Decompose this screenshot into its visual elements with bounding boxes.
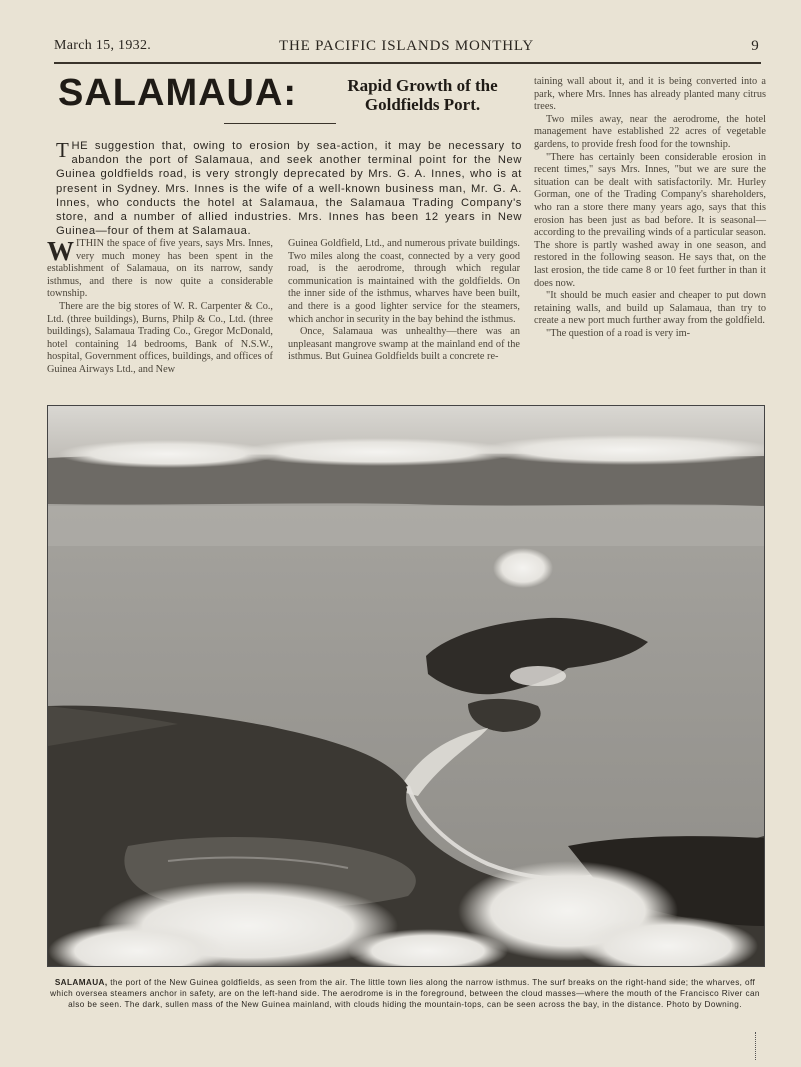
col3-paragraph-3: "There has certainly been considerable erosion in recent times," says Mrs. Innes, "but we are sure the situation can be dealt with satisfactorily. Mr. Hurley Gorman, one of the Trading Company's shareholders, who ran a store there many years ago, says that this erosion has been just as bad before. It is seasonal—according to the prevailing winds of a particular season. The shore is partly washed away in one season, and restored in the following season. He says that, on the last erosion, the tide came 8 or 10 feet further in than it does now.	[534, 151, 766, 289]
text-column-3	[534, 76, 766, 340]
header-rule	[54, 62, 761, 64]
headline-main: SALAMAUA:	[58, 72, 298, 114]
page-number: 9	[751, 38, 759, 54]
col3-paragraph-1: taining wall about it, and it is being converted into a park, where Mrs. Innes has already planted many citrus trees.	[534, 76, 766, 113]
article-headline	[58, 72, 528, 124]
intro-text: HE suggestion that, owing to erosion by sea-action, it may be necessary to abandon the port of Salamaua, and seek another terminal point for the New Guinea goldfields road, is very strongly deprecated by Mrs. G. A. Innes, who is at present in Sydney. Mrs. Innes is the wife of a well-known business man, Mr. G. A. Innes, who conducts the hotel at Salamaua, the Salamaua Trading Company's store, and a number of allied industries. Mrs. Innes has been 12 years in New Guinea—four of them at Salamaua.	[56, 140, 522, 238]
col1-paragraph-2: There are the big stores of W. R. Carpenter & Co., Ltd. (three buildings), Burns, Philp & Co., Ltd. (three buildings), Salamaua Trading Co., Gregor McDonald, hotel containing 14 bedrooms, Bank of N.S.W., hospital, Government offices, buildings, and offices of Guinea Airways Ltd., and New	[47, 300, 273, 375]
col2-paragraph-1: Guinea Goldfield, Ltd., and numerous private buildings. Two miles along the coast, connected by a very good road, is the aerodrome, through which regular communication is maintained with the goldfields. On the inner side of the isthmus, wharves have been built, and there is a good lighter service for the steamers, which anchor in security in the bay behind the isthmus.	[288, 238, 520, 325]
margin-mark	[755, 1032, 759, 1060]
headline-subtitle: Rapid Growth of the Goldfields Port.	[347, 76, 498, 114]
caption-text: the port of the New Guinea goldfields, as seen from the air. The little town lies along the narrow isthmus. The surf breaks on the right-hand side; the wharves, off which oversea steamers anchor in safety, are on the left-hand side. The aerodrome is in the foreground, between the cloud masses—where the mouth of the Francisco River can also be seen. The dark, sullen mass of the New Guinea mainland, with clouds hiding the mountain-tops, can be seen across the bay, in the distance. Photo by Downing.	[50, 978, 760, 1009]
caption-lead: SALAMAUA,	[54, 978, 108, 987]
text-column-1	[47, 238, 273, 377]
publication-title: THE PACIFIC ISLANDS MONTHLY	[279, 38, 534, 54]
col1-dropcap: W	[47, 236, 74, 266]
col1-p1-text: ITHIN the space of five years, says Mrs. Innes, very much money has been spent in the establishment of Salamaua, on its narrow, sandy isthmus, and there is now quite a considerable township.	[47, 238, 273, 300]
aerial-photo-illustration	[48, 406, 764, 966]
text-column-2	[288, 238, 520, 364]
col3-paragraph-5: "The question of a road is very im-	[546, 327, 691, 339]
headline-rule	[224, 123, 336, 124]
running-head	[54, 38, 759, 58]
col1-paragraph-1	[47, 238, 273, 301]
issue-date: March 15, 1932.	[54, 38, 152, 53]
intro-paragraph	[56, 139, 522, 238]
intro-dropcap: T	[56, 138, 70, 162]
photo-caption	[46, 977, 764, 1010]
col3-paragraph-4: "It should be much easier and cheaper to put down retaining walls, and build up Salamaua, than try to create a new port much further away from the goldfield.	[534, 290, 766, 327]
col2-paragraph-2: Once, Salamaua was unhealthy—there was an unpleasant mangrove swamp at the mainland end of the isthmus. But Guinea Goldfields built a concrete re-	[288, 326, 520, 363]
aerial-photograph	[47, 405, 765, 967]
col3-paragraph-2: Two miles away, near the aerodrome, the hotel management have established 22 acres of vegetable gardens, to provide fresh food for the township.	[534, 113, 766, 150]
